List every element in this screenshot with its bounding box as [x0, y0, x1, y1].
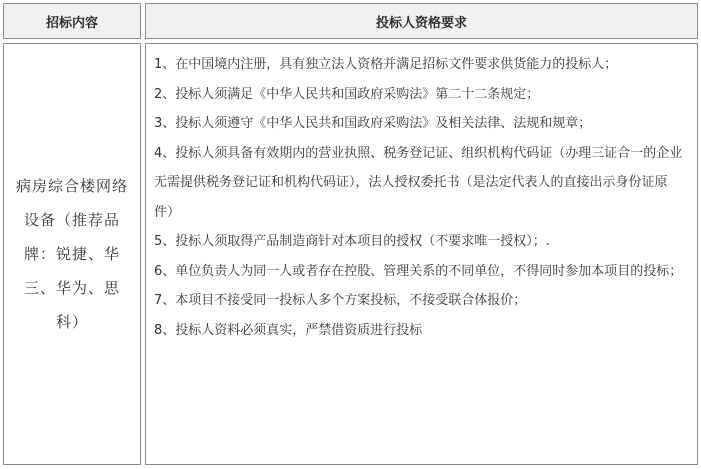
header-bidder-requirements	[145, 3, 698, 39]
header-bid-content-label: 招标内容	[45, 15, 98, 31]
bid-content-cell	[3, 43, 141, 465]
header-bidder-requirements-label: 投标人资格要求	[375, 15, 467, 31]
header-bid-content	[3, 3, 141, 39]
requirements-cell	[145, 43, 698, 465]
requirement-item: 8、投标人资料必须真实，严禁借资质进行投标	[154, 322, 423, 338]
requirement-item: 3、投标人须遵守《中华人民共和国政府采购法》及相关法律、法规和规章；	[154, 116, 592, 131]
requirement-item: 7、本项目不接受同一投标人多个方案投标，不接受联合体报价；	[154, 293, 527, 308]
bid-content-text: 病房综合楼网络设备（推荐品牌：锐捷、华三、华为、思科）	[16, 177, 129, 331]
requirements-list	[154, 50, 684, 345]
requirement-item: 6、单位负责人为同一人或者存在控股、管理关系的不同单位，不得同时参加本项目的投标；	[154, 263, 683, 279]
requirement-item: 4、投标人须具备有效期内的营业执照、税务登记证、组织机构代码证（办理三证合一的企业无需提供税务登记证和机构代码证），法人授权委托书（是法定代表人的直接出示身份证原件）	[154, 145, 683, 220]
requirement-item: 2、投标人须满足《中华人民共和国政府采购法》第二十二条规定；	[154, 86, 540, 102]
requirement-item: 5、投标人须取得产品制造商针对本项目的授权（不要求唯一授权）；.	[154, 234, 550, 249]
requirement-item: 1、在中国境内注册，具有独立法人资格并满足招标文件要求供货能力的投标人；	[154, 57, 618, 72]
